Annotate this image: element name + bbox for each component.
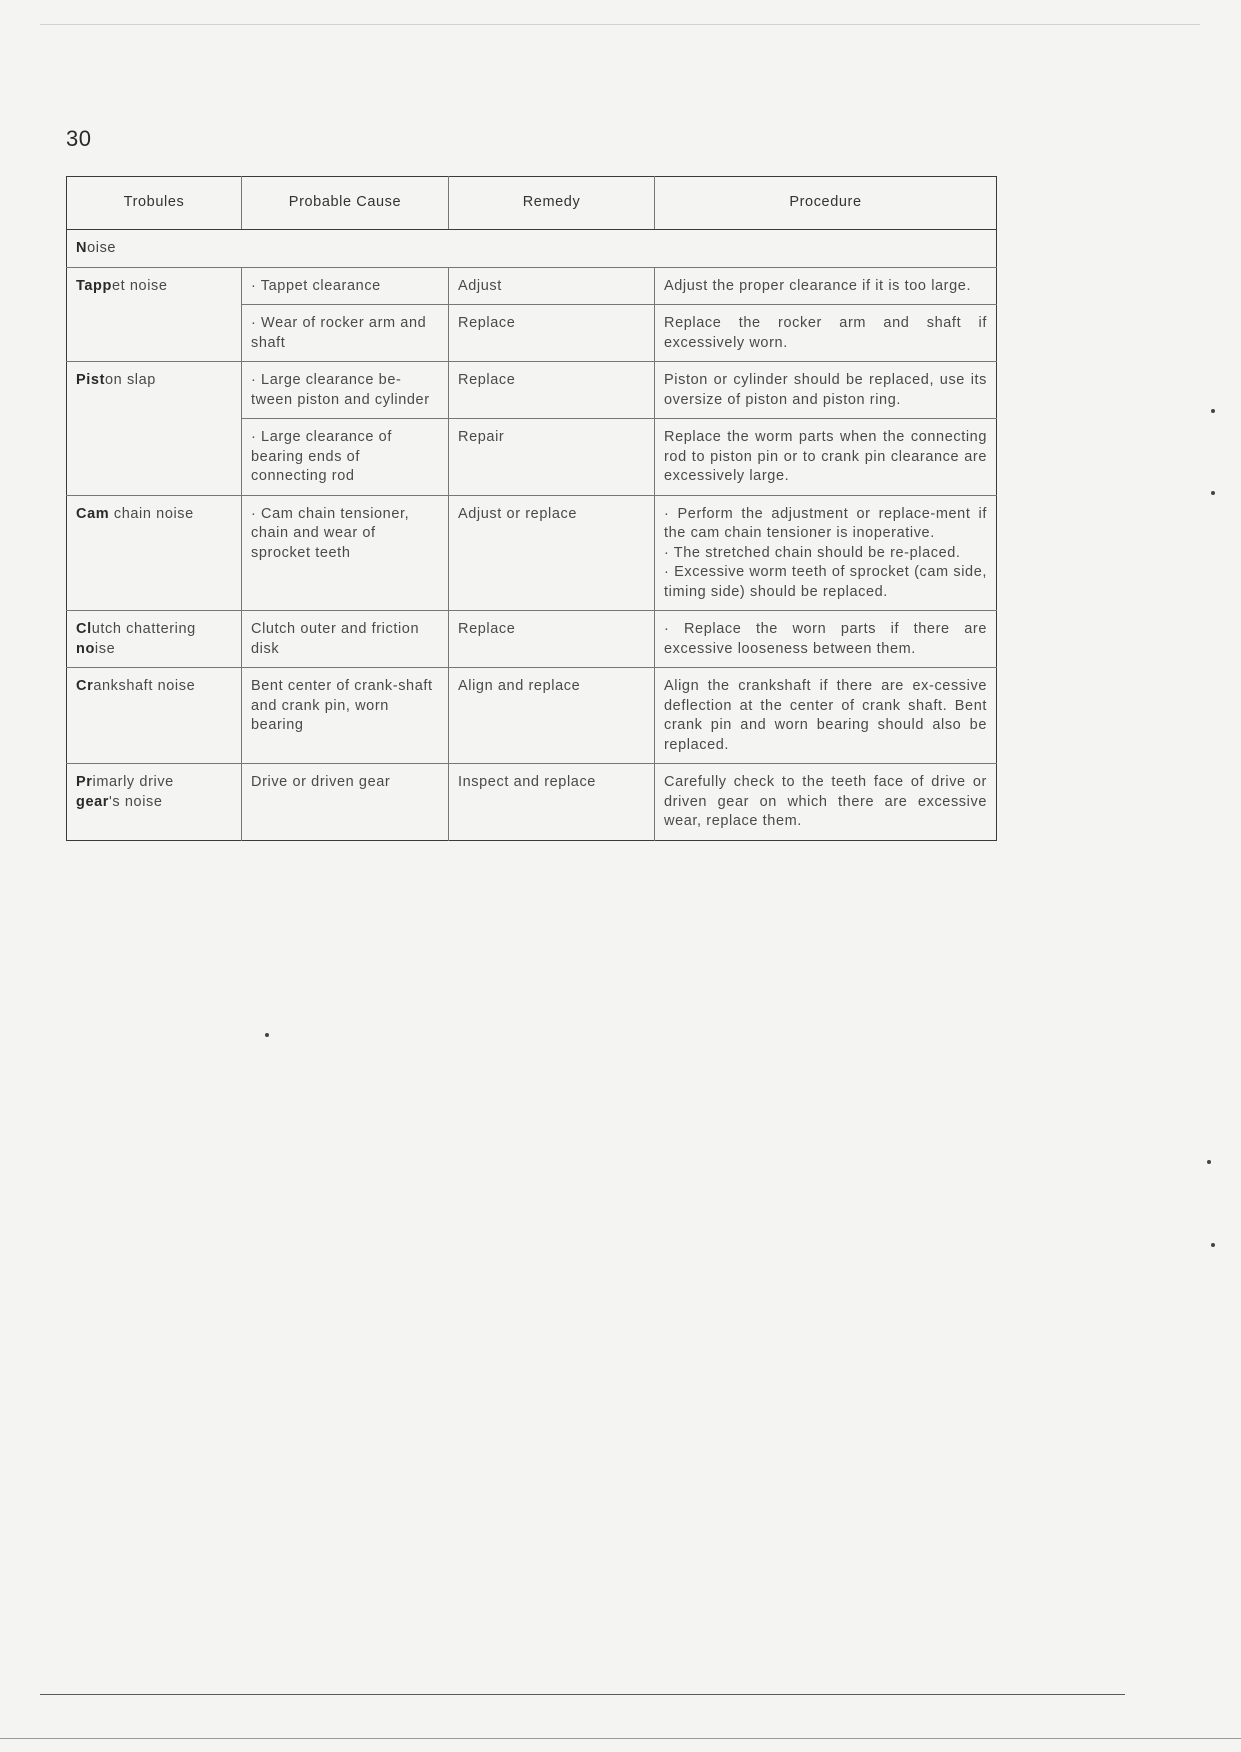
table-row xyxy=(67,362,997,419)
remedy-cell: Inspect and replace xyxy=(449,764,655,841)
cause-cell: Clutch outer and friction disk xyxy=(242,611,449,668)
section-row xyxy=(67,230,997,268)
table-row xyxy=(67,495,997,611)
procedure-cell: Align the crankshaft if there are ex-cessive deflection at the center of crank shaft. Bent crank pin and worn bearing should also be replaced. xyxy=(655,668,997,764)
table-row xyxy=(67,668,997,764)
trouble-cell xyxy=(67,267,242,362)
header-procedure: Procedure xyxy=(655,177,997,230)
remedy-cell: Align and replace xyxy=(449,668,655,764)
procedure-cell: Piston or cylinder should be replaced, use its oversize of piston and piston ring. xyxy=(655,362,997,419)
bottom-border-line xyxy=(0,1738,1241,1739)
trouble-cell xyxy=(67,611,242,668)
table-row xyxy=(67,611,997,668)
remedy-cell: Adjust or replace xyxy=(449,495,655,611)
section-heading-rest: oise xyxy=(87,240,117,256)
trouble-label: 's noise xyxy=(109,793,163,810)
trouble-cell xyxy=(67,362,242,496)
troubleshooting-table xyxy=(66,176,997,841)
cause-cell: · Wear of rocker arm and shaft xyxy=(242,305,449,362)
cause-cell: · Tappet clearance xyxy=(242,267,449,305)
procedure-item: · The stretched chain should be re-placed. xyxy=(664,544,961,561)
section-heading xyxy=(67,230,997,268)
cause-cell: Bent center of crank-shaft and crank pin, worn bearing xyxy=(242,668,449,764)
procedure-cell: Replace the rocker arm and shaft if excessively worn. xyxy=(655,305,997,362)
trouble-label-bold: no xyxy=(76,640,95,657)
trouble-label: imarly drive xyxy=(92,774,174,790)
trouble-label-bold: Cr xyxy=(76,678,94,694)
header-troubles: Trobules xyxy=(67,177,242,230)
scan-speck xyxy=(1207,1160,1211,1164)
trouble-cell xyxy=(67,764,242,841)
remedy-cell: Replace xyxy=(449,362,655,419)
remedy-cell: Repair xyxy=(449,419,655,496)
trouble-label: ise xyxy=(94,640,116,657)
remedy-cell: Adjust xyxy=(449,267,655,305)
scan-speck xyxy=(1211,409,1215,413)
trouble-cell xyxy=(67,495,242,611)
page-number: 30 xyxy=(66,126,92,151)
trouble-label-bold: Cam xyxy=(76,505,110,522)
table-row xyxy=(67,764,997,841)
scan-speck xyxy=(1211,1243,1215,1247)
table-row xyxy=(67,267,997,305)
trouble-label: utch chattering xyxy=(91,621,196,637)
trouble-label: chain noise xyxy=(109,505,194,522)
trouble-label-bold: Pist xyxy=(76,372,105,388)
trouble-label-bold: Pr xyxy=(76,774,93,790)
trouble-label: ankshaft noise xyxy=(93,678,196,694)
header-remedy: Remedy xyxy=(449,177,655,230)
trouble-label: et noise xyxy=(111,277,168,294)
header-row xyxy=(67,177,997,230)
cause-cell: · Large clearance be-tween piston and cylinder xyxy=(242,362,449,419)
trouble-label-bold: gear xyxy=(76,793,110,810)
procedure-cell: · Replace the worn parts if there are excessive looseness between them. xyxy=(655,611,997,668)
trouble-cell xyxy=(67,668,242,764)
cause-cell: · Large clearance of bearing ends of connecting rod xyxy=(242,419,449,496)
procedure-cell: Adjust the proper clearance if it is too large. xyxy=(655,267,997,305)
section-heading-initial: N xyxy=(76,240,88,256)
trouble-label-bold: Cl xyxy=(76,621,92,637)
remedy-cell: Replace xyxy=(449,305,655,362)
procedure-item: · Excessive worm teeth of sprocket (cam side, timing side) should be replaced. xyxy=(664,564,987,600)
procedure-cell xyxy=(655,495,997,611)
trouble-label: on slap xyxy=(105,372,156,388)
cause-cell: · Cam chain tensioner, chain and wear of sprocket teeth xyxy=(242,495,449,611)
scan-speck xyxy=(265,1033,269,1037)
top-edge-line xyxy=(40,24,1200,25)
cause-cell: Drive or driven gear xyxy=(242,764,449,841)
header-probable-cause: Probable Cause xyxy=(242,177,449,230)
procedure-item: · Perform the adjustment or replace-ment if the cam chain tensioner is inoperative. xyxy=(664,505,987,541)
bottom-edge-line xyxy=(40,1694,1125,1695)
scan-speck xyxy=(1211,491,1215,495)
procedure-cell: Carefully check to the teeth face of drive or driven gear on which there are excessive wear, replace them. xyxy=(655,764,997,841)
trouble-label-bold: Tapp xyxy=(76,277,112,294)
procedure-cell: Replace the worm parts when the connecting rod to piston pin or to crank pin clearance are excessively large. xyxy=(655,419,997,496)
remedy-cell: Replace xyxy=(449,611,655,668)
